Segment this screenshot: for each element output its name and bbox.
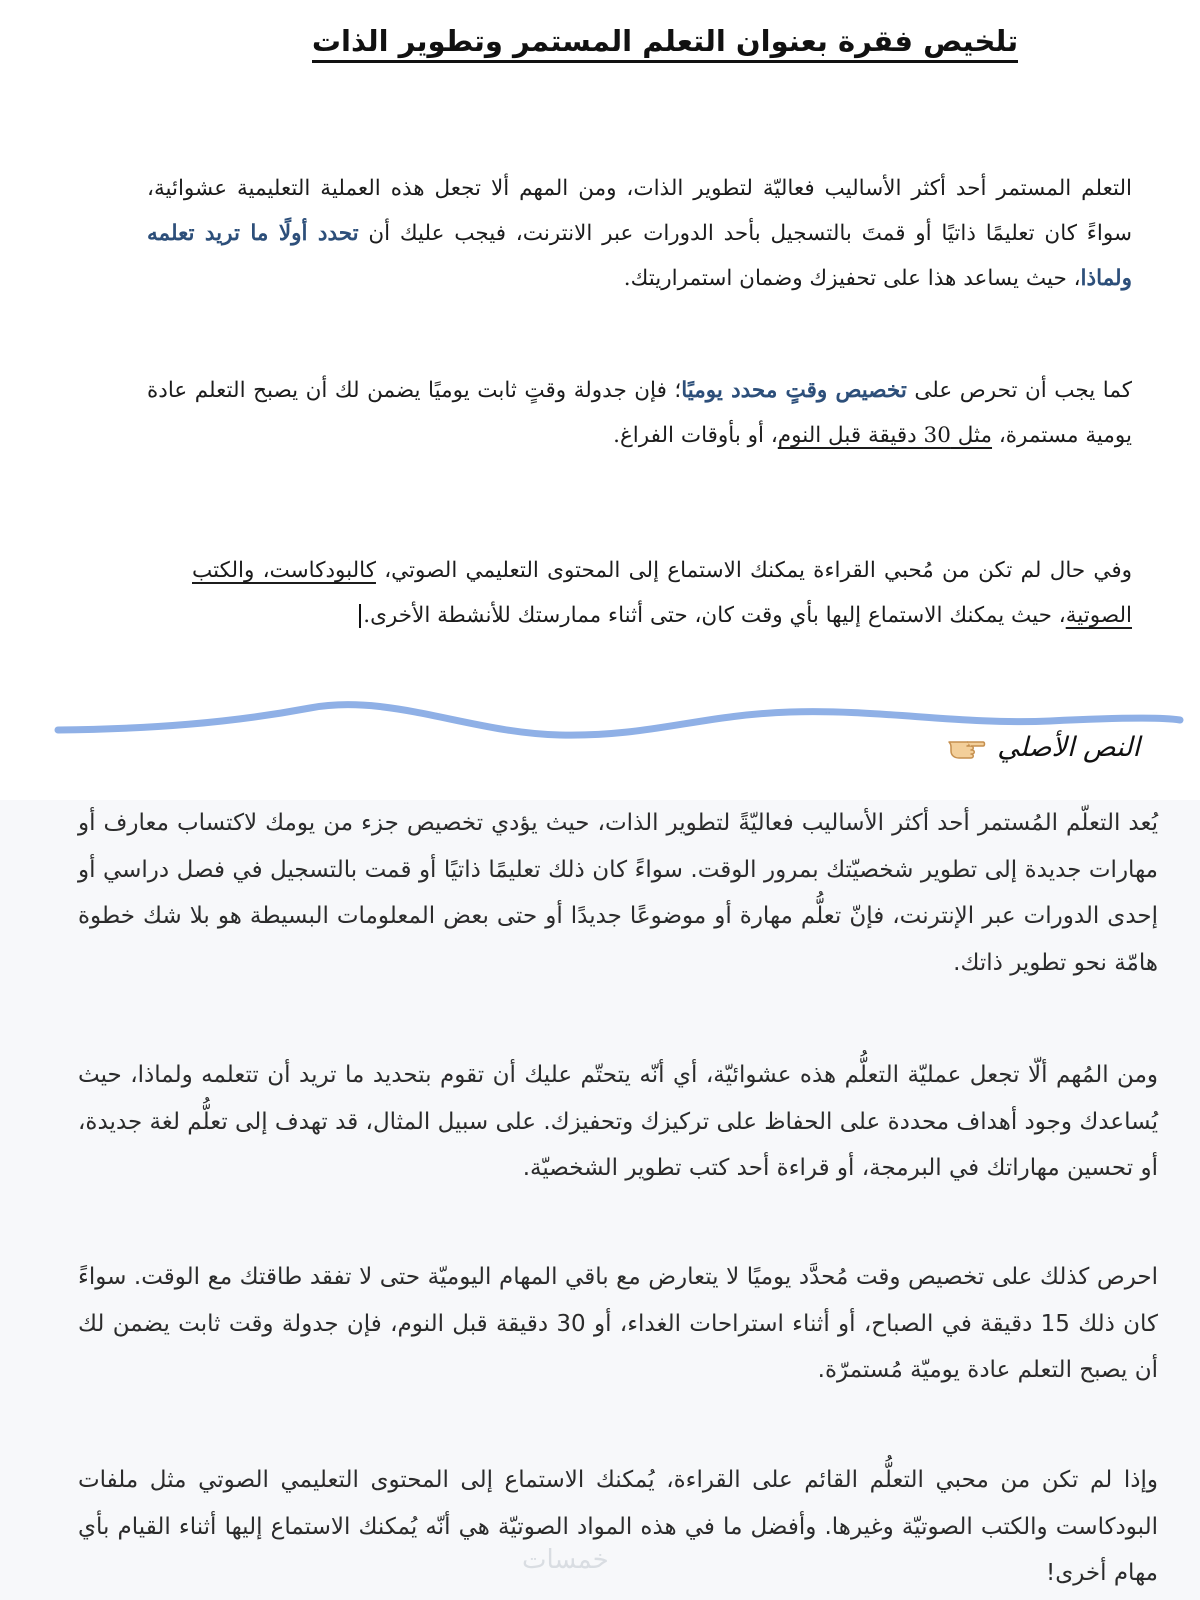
watermark: خمسات	[522, 1545, 609, 1575]
summary-p3-text-1: وفي حال لم تكن من مُحبي القراءة يمكنك الاستماع إلى المحتوى التعليمي الصوتي،	[375, 558, 1132, 583]
original-paragraph-2: ومن المُهم ألّا تجعل عمليّة التعلُّم هذه عشوائيّة، أي أنّه يتحتّم عليك أن تقوم بتحديد ما تريد أن تتعلمه ولماذا، حيث يُساعدك وجود أهداف محددة على الحفاظ على تركيزك وتحفيزك. على سبيل المثال، قد تهدف إلى تعلُّم لغة جديدة، أو تحسين مهاراتك في البرمجة، أو قراءة أحد كتب تطوير الشخصيّة.	[78, 1062, 1158, 1181]
summary-p3-text-2: ، حيث يمكنك الاستماع إليها بأي وقت كان، حتى أثناء ممارستك للأنشطة الأخرى.	[363, 603, 1066, 628]
summary-p1-text-1: التعلم المستمر أحد أكثر الأساليب فعاليّة لتطوير الذات، ومن المهم ألا تجعل هذه العملية التعليمية عشوائية، سواءً كان تعليمًا ذاتيًا أو قمتَ بالتسجيل بأحد الدورات عبر الانترنت، فيجب عليك أن	[147, 176, 1132, 246]
summary-p1-text-2: ، حيث يساعد هذا على تحفيزك وضمان استمراريتك.	[623, 266, 1081, 291]
summary-p2-emphasis: تخصيص وقتٍ محدد يوميًا	[681, 378, 907, 403]
original-text-label	[947, 730, 1140, 764]
summary-p2-text-1: كما يجب أن تحرص على	[906, 378, 1132, 403]
summary-p2-underlined: مثل 30 دقيقة قبل النوم	[777, 423, 993, 448]
summary-paragraph-2	[147, 368, 1132, 458]
summary-p2-text-2: ؛ فإن جدولة وقتٍ ثابت يوميًا يضمن لك أن يصبح التعلم عادة يومية مستمرة،	[147, 378, 1132, 448]
summary-paragraph-3	[192, 548, 1132, 638]
page-title-text: تلخيص فقرة بعنوان التعلم المستمر وتطوير الذات	[312, 24, 1018, 63]
original-paragraph-3: احرص كذلك على تخصيص وقت مُحدَّد يوميًا لا يتعارض مع باقي المهام اليوميّة حتى لا تفقد طاقتك مع الوقت. سواءً كان ذلك 15 دقيقة في الصباح، أو أثناء استراحات الغداء، أو 30 دقيقة قبل النوم، فإن جدولة وقت ثابت يضمن لك أن يصبح التعلم عادة يوميّة مُستمرّة.	[78, 1264, 1159, 1383]
original-text-label-text: النص الأصلي	[997, 731, 1140, 763]
summary-p2-text-3: ، أو بأوقات الفراغ.	[613, 423, 778, 448]
text-cursor	[359, 604, 361, 628]
summary-paragraph-1	[147, 166, 1132, 301]
pointing-hand-icon	[947, 730, 987, 764]
original-paragraph-4: وإذا لم تكن من محبي التعلُّم القائم على القراءة، يُمكنك الاستماع إلى المحتوى التعليمي الصوتي مثل ملفات البودكاست والكتب الصوتيّة وغيرها. وأفضل ما في هذه المواد الصوتيّة هي أنّه يُمكنك الاستماع إليها أثناء القيام بأي مهام أخرى!	[78, 1467, 1158, 1586]
original-paragraph-1: يُعد التعلّم المُستمر أحد أكثر الأساليب فعاليّةً لتطوير الذات، حيث يؤدي تخصيص جزء من يومك لاكتساب معارف أو مهارات جديدة إلى تطوير شخصيّتك بمرور الوقت. سواءً كان ذلك تعليمًا ذاتيًا أو قمت بالتسجيل في فصل دراسي أو إحدى الدورات عبر الإنترنت، فإنّ تعلُّم مهارة أو موضوعًا جديدًا أو حتى بعض المعلومات البسيطة هو بلا شك خطوة هامّة نحو تطوير ذاتك.	[78, 810, 1158, 976]
summary-p3-underlined: كالبودكاست، والكتب الصوتية	[192, 558, 1132, 628]
summary-p1-emphasis: تحدد أولًا ما تريد تعلمه ولماذا	[147, 221, 1132, 291]
page-title	[300, 24, 1030, 58]
